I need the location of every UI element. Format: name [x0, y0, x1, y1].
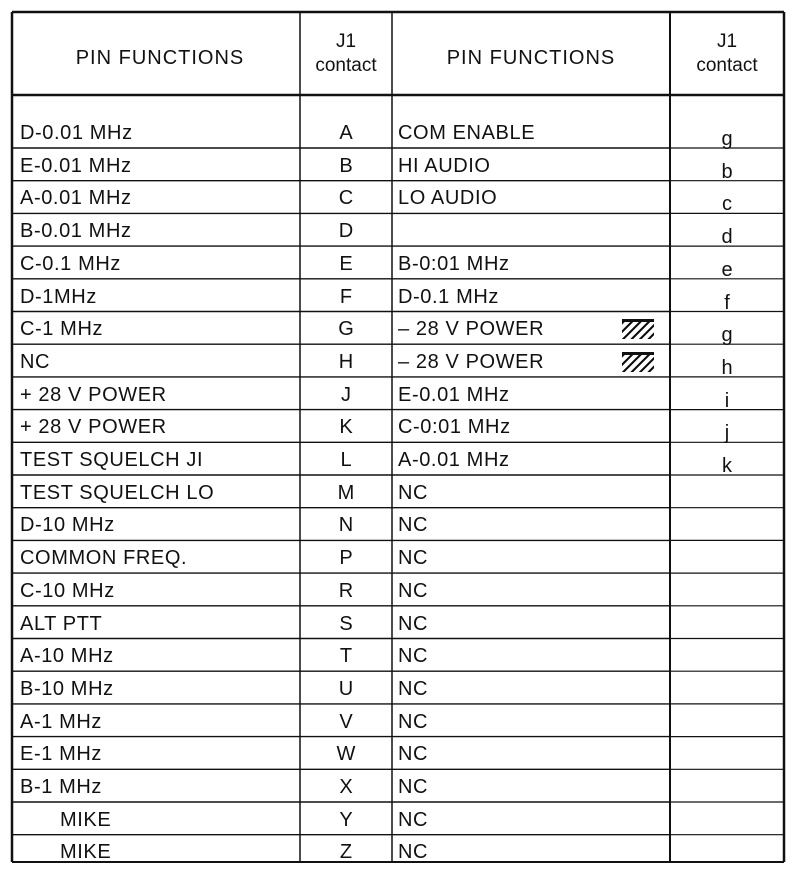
left-pin-function: MIKE	[60, 841, 112, 864]
left-pin-function: C-0.1 MHz	[20, 252, 121, 275]
left-pin-function: B-0.01 MHz	[20, 220, 132, 243]
header-pin-functions-left: PIN FUNCTIONS	[75, 47, 245, 69]
right-pin-function: D-0.1 MHz	[398, 285, 499, 308]
right-pin-function: NC	[398, 710, 429, 733]
left-j1-contact: B	[339, 154, 353, 177]
right-pin-function: NC	[398, 612, 429, 635]
left-j1-contact: T	[339, 645, 353, 668]
header-j1-right	[670, 30, 784, 78]
left-j1-contact: K	[339, 416, 353, 439]
left-pin-function: NC	[20, 350, 51, 373]
left-j1-contact: J	[341, 383, 351, 406]
left-j1-contact: S	[339, 612, 353, 635]
right-j1-contact: g	[721, 128, 733, 150]
left-pin-function: TEST SQUELCH JI	[20, 449, 204, 471]
header-j1-right-line1: J1	[716, 31, 738, 52]
left-j1-contact: M	[337, 481, 355, 504]
left-j1-contact: V	[339, 710, 353, 733]
left-pin-function: D-1MHz	[20, 285, 97, 308]
left-pin-function: B-10 MHz	[20, 677, 114, 700]
right-pin-function: B-0:01 MHz	[398, 252, 510, 275]
left-j1-contact: Z	[339, 841, 353, 864]
left-pin-function: C-1 MHz	[20, 318, 104, 341]
right-pin-function: E-0.01 MHz	[398, 383, 510, 406]
left-j1-contact: W	[336, 743, 356, 766]
left-j1-contact: A	[339, 122, 353, 144]
left-j1-contact: P	[339, 547, 353, 570]
right-j1-contact: f	[724, 291, 730, 314]
right-j1-contact: h	[721, 356, 733, 379]
left-j1-contact: F	[339, 285, 353, 308]
right-j1-contact: e	[721, 258, 733, 281]
right-pin-function: COM ENABLE	[398, 122, 536, 144]
left-pin-function: A-0.01 MHz	[20, 187, 132, 210]
left-j1-contact: D	[338, 220, 354, 243]
chassis-ground-hatch-icon	[622, 352, 654, 372]
left-j1-contact: C	[338, 187, 354, 210]
left-j1-contact: X	[339, 776, 353, 798]
left-pin-function: COMMON FREQ.	[20, 547, 188, 570]
left-pin-function: + 28 V POWER	[20, 416, 167, 439]
left-pin-function: A-10 MHz	[20, 645, 114, 668]
left-j1-contact: N	[338, 514, 354, 537]
right-pin-function: NC	[398, 743, 429, 766]
right-j1-contact: i	[724, 389, 730, 412]
header-j1-right-line2: contact	[696, 55, 758, 76]
right-pin-function: NC	[398, 579, 429, 602]
left-pin-function: A-1 MHz	[20, 710, 102, 733]
right-j1-contact: c	[722, 193, 732, 216]
left-pin-function: B-1 MHz	[20, 776, 102, 798]
left-pin-function: C-10 MHz	[20, 579, 115, 602]
right-pin-function: LO AUDIO	[398, 187, 498, 210]
left-pin-function: D-0.01 MHz	[20, 122, 133, 144]
right-pin-function: A-0.01 MHz	[398, 449, 510, 471]
header-j1-left-line1: J1	[335, 31, 357, 52]
left-pin-function: E-0.01 MHz	[20, 154, 132, 177]
left-pin-function: D-10 MHz	[20, 514, 115, 537]
right-pin-function: NC	[398, 547, 429, 570]
right-j1-contact: g	[721, 324, 733, 347]
left-j1-contact: H	[338, 350, 354, 373]
left-pin-function: MIKE	[60, 808, 112, 831]
right-pin-function: NC	[398, 677, 429, 700]
left-j1-contact: L	[340, 449, 352, 471]
right-pin-function: C-0:01 MHz	[398, 416, 511, 439]
right-pin-function: NC	[398, 776, 429, 798]
header-j1-left	[300, 30, 392, 78]
right-j1-contact: b	[721, 160, 733, 183]
left-pin-function: E-1 MHz	[20, 743, 102, 766]
left-j1-contact: G	[338, 318, 354, 341]
right-j1-contact: j	[724, 422, 730, 445]
left-pin-function: TEST SQUELCH LO	[20, 481, 215, 504]
left-j1-contact: Y	[339, 808, 353, 831]
right-pin-function: – 28 V POWER	[398, 350, 545, 373]
right-pin-function: HI AUDIO	[398, 154, 491, 177]
left-j1-contact: U	[338, 677, 354, 700]
right-j1-contact: d	[721, 226, 733, 249]
right-pin-function: NC	[398, 808, 429, 831]
right-pin-function: NC	[398, 481, 429, 504]
left-pin-function: ALT PTT	[20, 612, 103, 635]
left-j1-contact: E	[339, 252, 353, 275]
left-j1-contact: R	[338, 579, 354, 602]
header-j1-left-line2: contact	[315, 55, 377, 76]
right-pin-function: – 28 V POWER	[398, 318, 545, 341]
right-pin-function: NC	[398, 841, 429, 864]
right-pin-function: NC	[398, 514, 429, 537]
right-j1-contact: k	[722, 455, 732, 477]
right-pin-function: NC	[398, 645, 429, 668]
left-pin-function: + 28 V POWER	[20, 383, 167, 406]
chassis-ground-hatch-icon	[622, 319, 654, 339]
header-pin-functions-right: PIN FUNCTIONS	[446, 47, 616, 69]
